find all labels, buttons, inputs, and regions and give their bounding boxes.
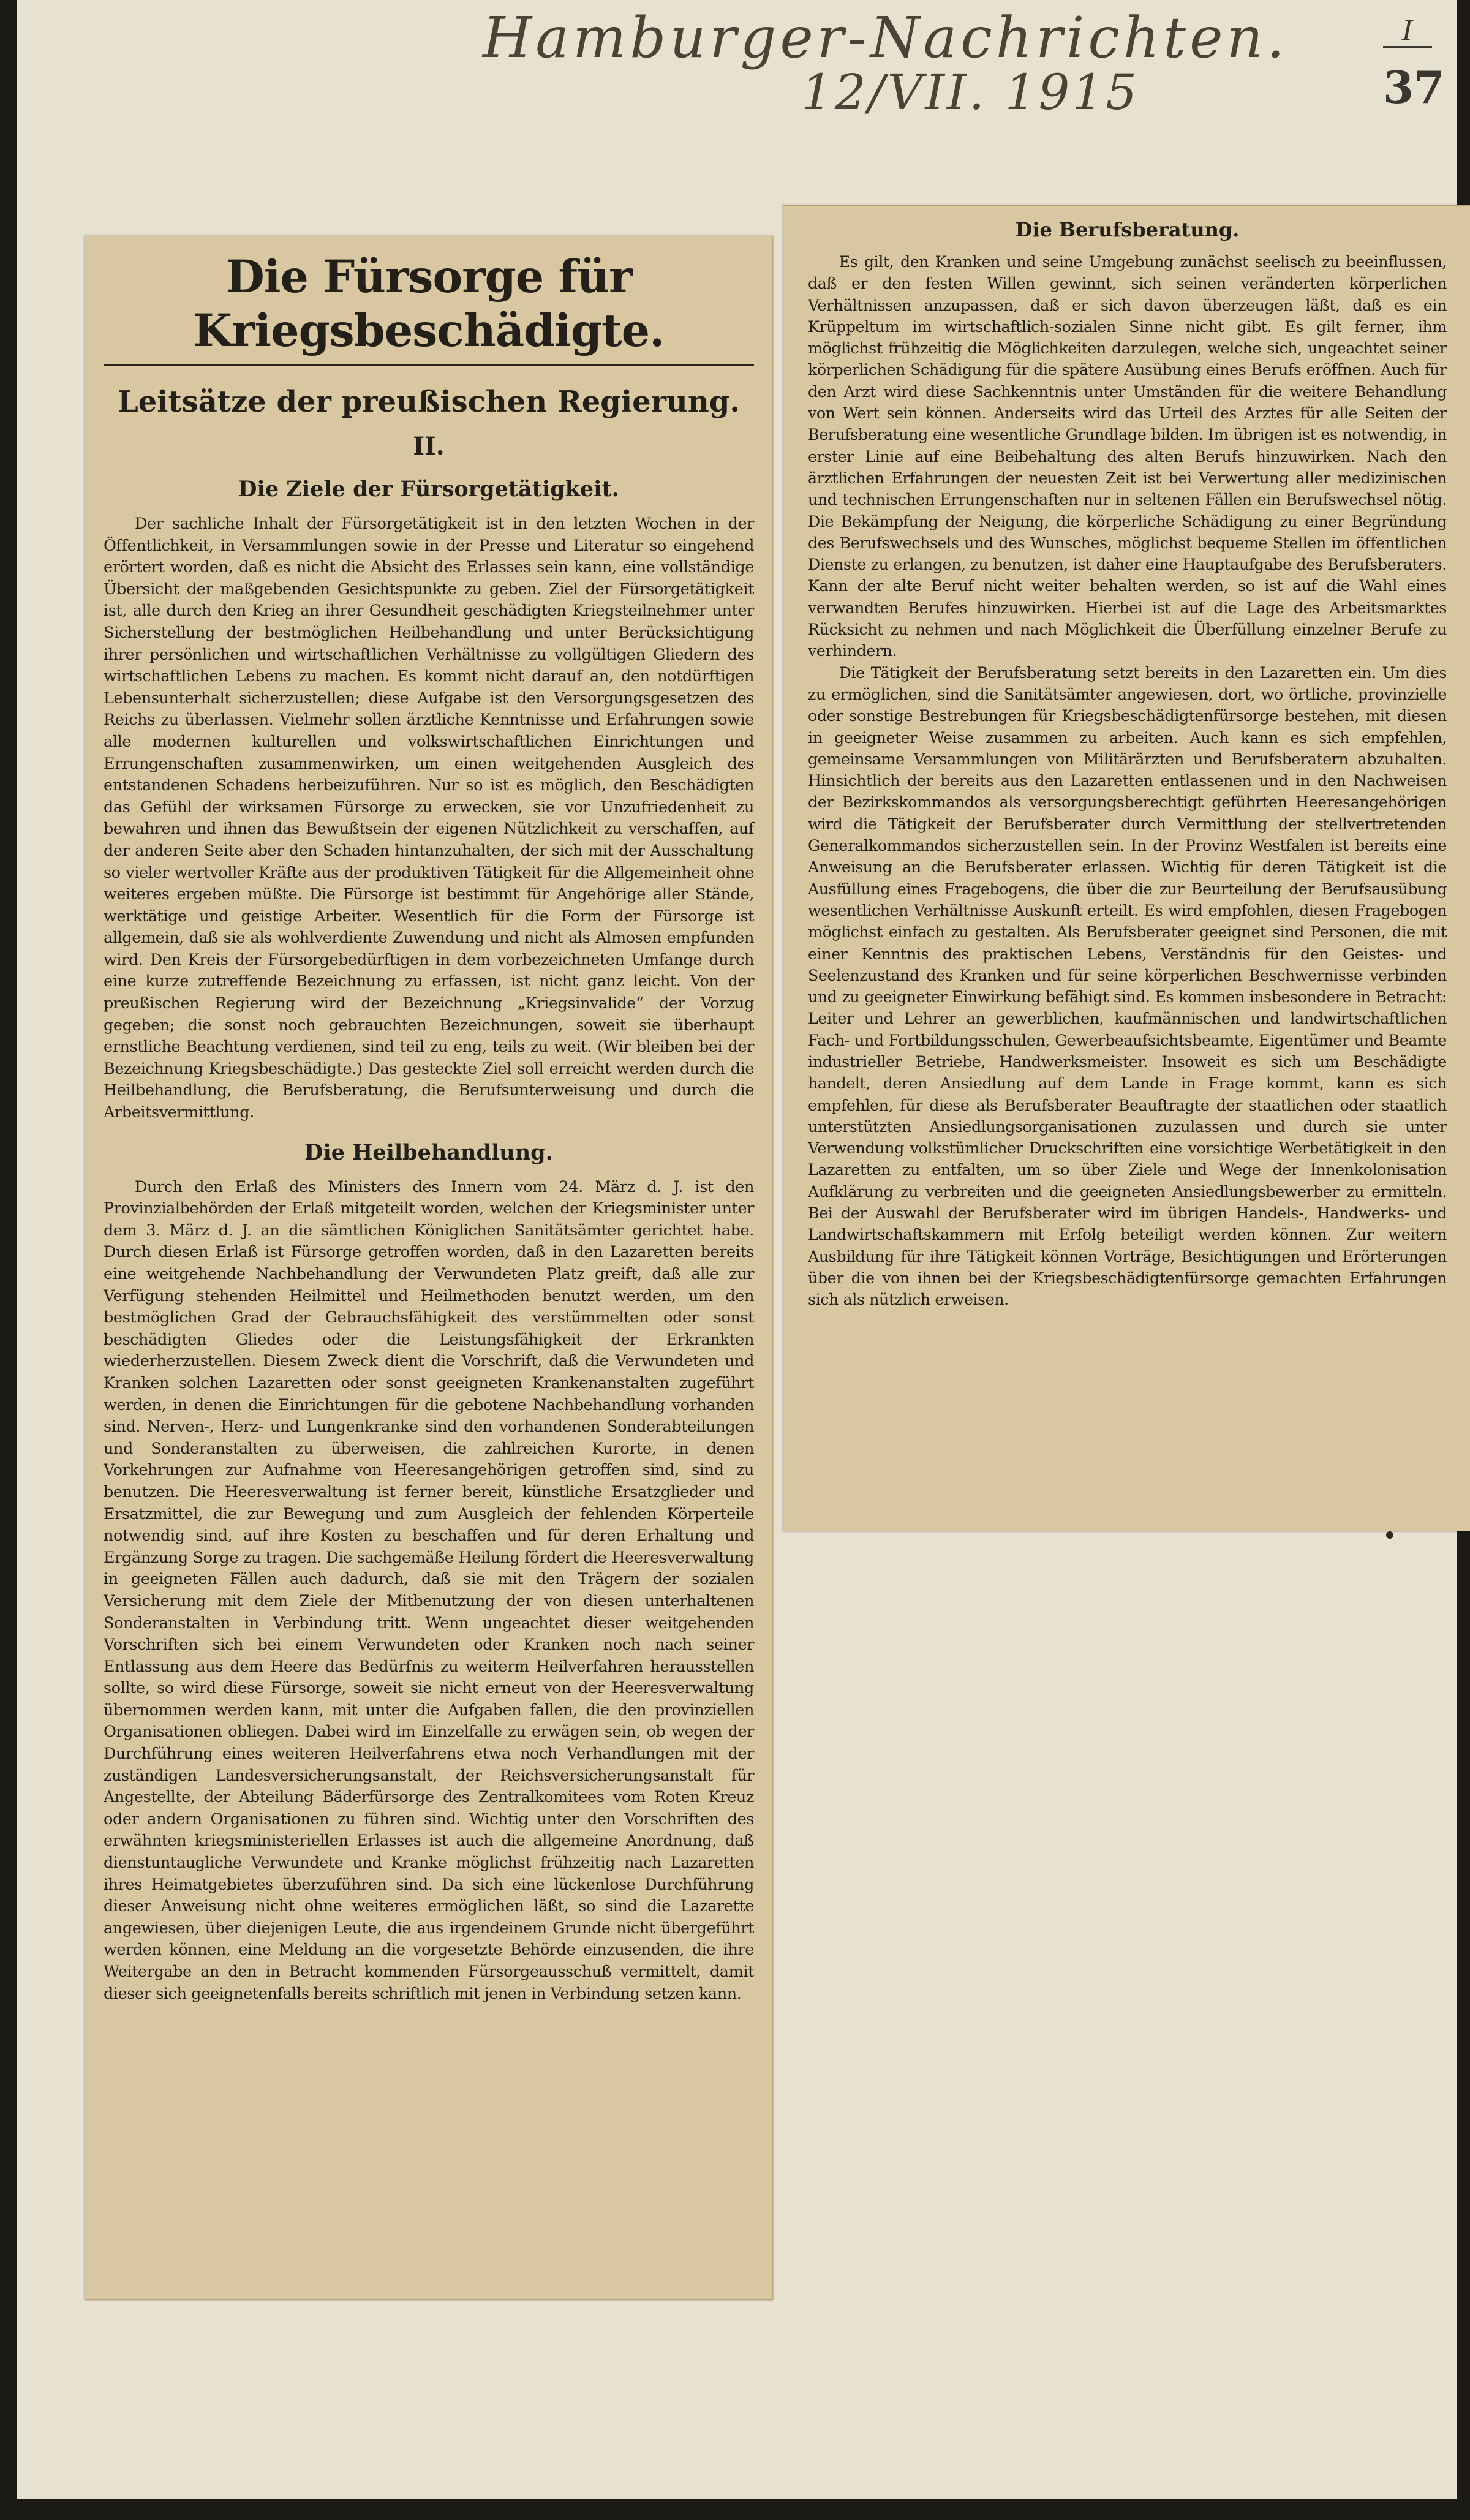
page-volume: I <box>1383 15 1432 48</box>
handwritten-date: 12/VII. 1915 <box>801 64 1140 121</box>
career-advice-paragraph-1: Es gilt, den Kranken und seine Umgebung zunächst seelisch zu beeinflussen, daß er den festen Willen gewinnt, sich seinen veränderten körperlichen Verhältnissen anzupassen, daß er sich davon überzeugen läßt, daß es ein Krüppeltum im wirtschaftlich-sozialen Sinne nicht gibt. Es gilt ferner, ihm möglichst frühzeitig die Möglichkeiten darzulegen, welche sich, ungeachtet seiner körperlichen Schädigung für die spätere Ausübung eines Berufs eröffnen. Auch für den Arzt wird diese Sachkenntnis unter Umständen für die weitere Behandlung von Wert sein können. Anderseits wird das Urteil des Arztes für alle Seiten der Berufsberatung eine wesentliche Grundlage bilden. Im übrigen ist es notwendig, in erster Linie auf eine Beibehaltung des alten Berufs hinzuwirken. Nach den ärztlichen Erfahrungen der neuesten Zeit ist bei Verwertung aller medizinischen und technischen Errungenschaften nur in seltenen Fällen ein Berufswechsel nötig. Die Bekämpfung der Neigung, die körperliche Schädigung zu einer Begründung des Berufswechsels und des Wunsches, möglichst bequeme Stellen im öffentlichen Dienste zu erlangen, zu benutzen, ist daher eine Hauptaufgabe des Berufsberaters. Kann der alte Beruf nicht weiter behalten werden, so ist auf die Wahl eines verwandten Berufes hinzuwirken. Hierbei ist auf die Lage des Arbeitsmarktes Rücksicht zu nehmen und nach Möglichkeit die Überfüllung einzelner Berufe zu verhindern. <box>808 253 1447 660</box>
right-newspaper-clipping <box>783 205 1470 1531</box>
section-title-career-advice: Die Berufsberatung. <box>1015 218 1240 241</box>
headline-rule <box>104 364 754 366</box>
article-part-number: II. <box>413 432 445 461</box>
article-headline: Die Fürsorge für Kriegsbeschädigte. <box>193 251 665 357</box>
section-text-treatment: Durch den Erlaß des Ministers des Innern vom 24. März d. J. ist den Provinzialbehörden der Erlaß mitgeteilt worden, welchen der Kriegsminister unter dem 3. März d. J. an die sämtlichen Königlichen Sanitätsämter gerichtet habe. Durch diesen Erlaß ist Fürsorge getroffen worden, daß in den Lazaretten bereits eine weitgehende Nachbehandlung der Verwundeten Platz greift, daß alle zur Verfügung stehenden Heilmittel und Heilmethoden benutzt werden, um den bestmöglichen Grad der Gebrauchsfähigkeit des verstümmelten oder sonst beschädigten Gliedes oder die Leistungsfähigkeit der Erkrankten wiederherzustellen. Diesem Zweck dient die Vorschrift, daß die Verwundeten und Kranken solchen Lazaretten oder sonst geeigneten Krankenanstalten zugeführt werden, in denen die Einrichtungen für die gebotene Nachbehandlung vorhanden sind. Nerven-, Herz- und Lungenkranke sind den vorhandenen Sonderabteilungen und Sonderanstalten zu überweisen, die zahlreichen Kurorte, in denen Vorkehrungen zur Aufnahme von Heeresangehörigen getroffen sind, sind zu benutzen. Die Heeresverwaltung ist ferner bereit, künstliche Ersatzglieder und Ersatzmittel, die zur Bewegung und zum Ausgleich der fehlenden Körperteile notwendig sind, auf ihre Kosten zu beschaffen und für deren Erhaltung und Ergänzung Sorge zu tragen. Die sachgemäße Heilung fördert die Heeresverwaltung in geeigneten Fällen auch dadurch, daß sie mit den Trägern der sozialen Versicherung mit dem Ziele der Mitbenutzung der von diesen unterhaltenen Sonderanstalten in Verbindung tritt. Wenn ungeachtet dieser weitgehenden Vorschriften sich bei einem Verwundeten oder Kranken noch nach seiner Entlassung aus dem Heere das Bedürfnis zu weiterm Heilverfahren herausstellen sollte, so wird diese Fürsorge, soweit sie nicht erneut von der Heeresverwaltung übernommen werden kann, mit unter die Aufgaben fallen, die den provinziellen Organisationen obliegen. Dabei wird im Einzelfalle zu erwägen sein, ob wegen der Durchführung eines weiteren Heilverfahrens etwa noch Verhandlungen mit der zuständigen Landesversicherungsanstalt, der Reichsversicherungsanstalt für Angestellte, der Abteilung Bäderfürsorge des Zentralkomitees vom Roten Kreuz oder andern Organisationen zu führen sind. Wichtig unter den Vorschriften des erwähnten kriegsministeriellen Erlasses ist auch die allgemeine Anordnung, daß dienstuntaugliche Verwundete und Kranke möglichst frühzeitig nach Lazaretten ihres Heimatgebietes überzuführen sind. Da sich eine lückenlose Durchführung dieser Anweisung nicht ohne weiteres ermöglichen läßt, so sind die Lazarette angewiesen, über diejenigen Leute, die aus irgendeinem Grunde nicht übergeführt werden können, eine Meldung an die vorgesetzte Behörde einzusenden, die ihre Weitergabe an den in Betracht kommenden Fürsorgeausschuß vermittelt, damit dieser sich geeignetenfalls bereits schriftlich mit jenen in Verbindung setzen kann. <box>104 1177 754 2003</box>
left-newspaper-clipping <box>85 236 773 2300</box>
handwritten-annotation <box>446 5 1289 127</box>
paper-spot <box>1386 1531 1393 1539</box>
page-number-mark <box>1383 14 1445 113</box>
page-number: 37 <box>1383 61 1445 113</box>
article-subtitle: Leitsätze der preußischen Regierung. <box>117 385 740 419</box>
section-text-goals: Der sachliche Inhalt der Fürsorgetätigkeit ist in den letzten Wochen in der Öffentlichkeit, in Versammlungen sowie in der Presse und Literatur so eingehend erörtert worden, daß es nicht die Absicht des Erlasses sein kann, eine vollständige Übersicht der maßgebenden Gesichtspunkte zu geben. Ziel der Fürsorgetätigkeit ist, alle durch den Krieg an ihrer Gesundheit geschädigten Kriegsteilnehmer unter Sicherstellung der bestmöglichen Heilbehandlung und unter Berücksichtigung ihrer persönlichen und wirtschaftlichen Verhältnisse zu vollgültigen Gliedern des wirtschaftlichen Lebens zu machen. Es kommt nicht darauf an, den notdürftigen Lebensunterhalt sicherzustellen; diese Aufgabe ist den Versorgungsgesetzen des Reichs zu überlassen. Vielmehr sollen ärztliche Kenntnisse und Erfahrungen sowie alle modernen kulturellen und volkswirtschaftlichen Einrichtungen und Errungenschaften zusammenwirken, um einen weitgehenden Ausgleich des entstandenen Schadens herbeizuführen. Nur so ist es möglich, den Beschädigten das Gefühl der wirksamen Fürsorge zu erwecken, sie vor Unzufriedenheit zu bewahren und ihnen das Bewußtsein der eigenen Nützlichkeit zu verschaffen, auf der anderen Seite aber den Schaden hintanzuhalten, der sich mit der Ausschaltung so vieler wertvoller Kräfte aus der produktiven Tätigkeit für die Allgemeinheit ohne weiteres ergeben müßte. Die Fürsorge ist bestimmt für Angehörige aller Stände, werktätige und geistige Arbeiter. Wesentlich für die Form der Fürsorge ist allgemein, daß sie als wohlverdiente Zuwendung und nicht als Almosen empfunden wird. Den Kreis der Fürsorgebedürftigen in dem vorbezeichneten Umfange durch eine kurze zutreffende Bezeichnung zu erfassen, ist nicht ganz leicht. Von der preußischen Regierung wird der Bezeichnung „Kriegsinvalide“ der Vorzug gegeben; die sonst noch gebrauchten Bezeichnungen, soweit sie überhaupt ernstliche Beachtung verdienen, sind teil zu eng, teils zu weit. (Wir bleiben bei der Bezeichnung Kriegsbeschädigte.) Das gesteckte Ziel soll erreicht werden durch die Heilbehandlung, die Berufsberatung, die Berufsunterweisung und durch die Arbeitsvermittlung. <box>104 515 754 1122</box>
career-advice-paragraph-2: Die Tätigkeit der Berufsberatung setzt bereits in den Lazaretten ein. Um dies zu ermöglichen, sind die Sanitätsämter angewiesen, dort, wo örtliche, provinzielle oder sonstige Bestrebungen für Kriegsbeschädigtenfürsorge bestehen, mit diesen in geeigneter Weise zusammen zu arbeiten. Auch kann es sich empfehlen, gemeinsame Versammlungen von Militärärzten und Berufsberatern abzuhalten. Hinsichtlich der bereits aus den Lazaretten entlassenen und in den Nachweisen der Bezirkskommandos als versorgungsberechtigt geführten Heeresangehörigen wird die Tätigkeit der Berufsberater durch Vermittlung der stellvertretenden Generalkommandos sicherzustellen sein. In der Provinz Westfalen ist bereits eine Anweisung an die Berufsberater erlassen. Wichtig für deren Tätigkeit ist die Ausfüllung eines Fragebogens, die über die zur Beurteilung der Berufsausübung wesentlichen Verhältnisse Auskunft erteilt. Es wird empfohlen, diesen Fragebogen möglichst einfach zu gestalten. Als Berufsberater geeignet sind Personen, die mit einer Kenntnis des praktischen Lebens, Verständnis für den Geistes- und Seelenzustand des Kranken und für seine körperlichen Beschwernisse verbinden und zu geeigneter Einwirkung befähigt sind. Es kommen insbesondere in Betracht: Leiter und Lehrer an gewerblichen, kaufmännischen und landwirtschaftlichen Fach- und Fortbildungsschulen, Gewerbeaufsichtsbeamte, Eigentümer und Beamte industrieller Betriebe, Handwerksmeister. Insoweit es sich um Beschädigte handelt, deren Ansiedlung auf dem Lande in Frage kommt, kann es sich empfehlen, für diese als Berufsberater Beauftragte der staatlichen oder staatlich unterstützten Ansiedlungsorganisationen zuzulassen und durch sie unter Verwendung volkstümlicher Druckschriften eine vorsichtige Werbetätigkeit in den Lazaretten zu entfalten, um so über Ziele und Wege der Innenkolonisation Aufklärung zu verbreiten und die geeigneten Ansiedlungsbewerber zu ermitteln. Bei der Auswahl der Berufsberater wird im übrigen Handels-, Handwerks- und Landwirtschaftskammern mit Erfolg beteiligt werden können. Zur weitern Ausbildung für ihre Tätigkeit können Vorträge, Besichtigungen und Erörterungen über die von ihnen bei der Kriegsbeschädigtenfürsorge gemachten Erfahrungen sich als nützlich erweisen. <box>808 663 1447 1309</box>
section-title-treatment: Die Heilbehandlung. <box>304 1139 553 1165</box>
handwritten-source: Hamburger-Nachrichten. <box>483 5 1289 70</box>
section-title-goals: Die Ziele der Fürsorgetätigkeit. <box>238 477 619 502</box>
archive-sheet <box>17 0 1457 2499</box>
